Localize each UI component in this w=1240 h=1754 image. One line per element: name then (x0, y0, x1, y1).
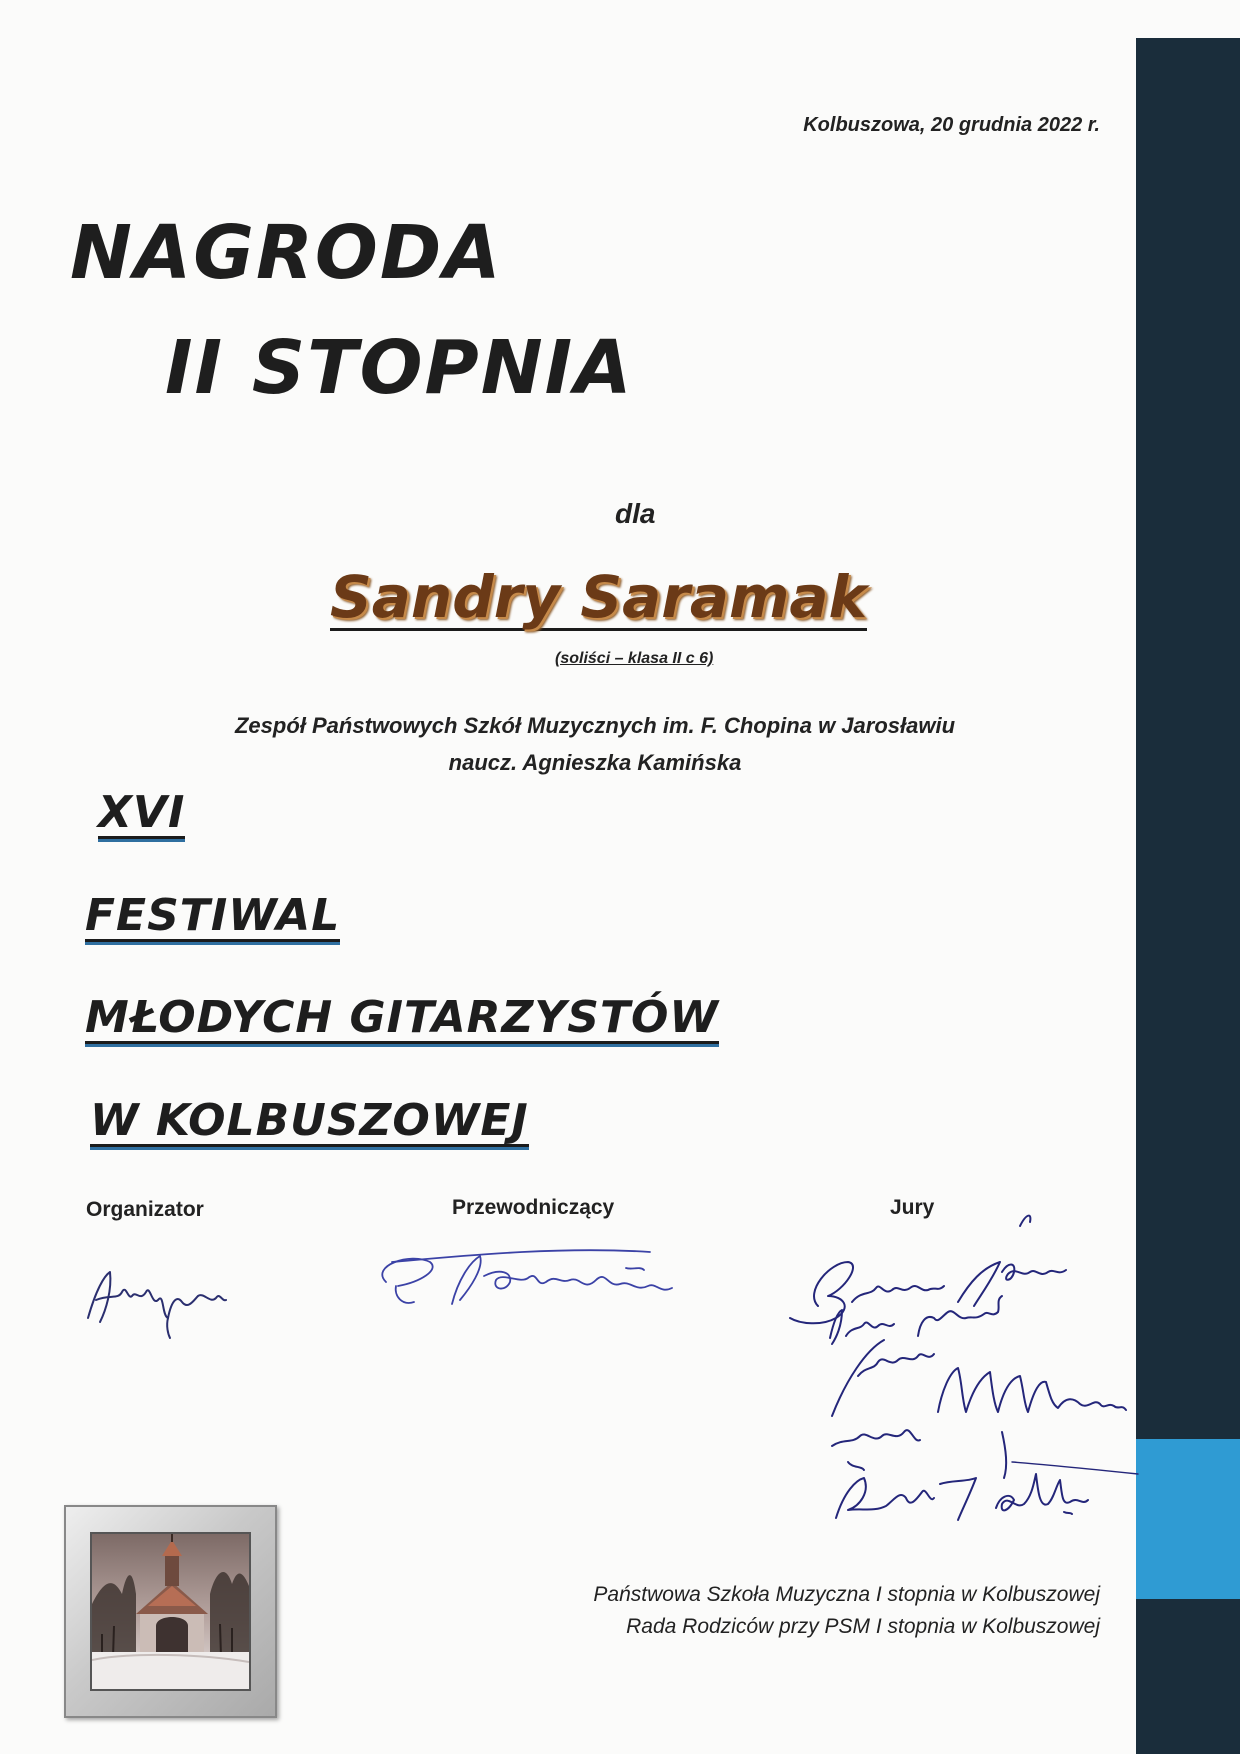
jury-label: Jury (890, 1196, 935, 1219)
for-label: dla (615, 498, 656, 529)
recipient-category: (soliści – klasa II c 6) (555, 650, 714, 667)
chair-label: Przewodniczący (452, 1196, 615, 1219)
school-name: Zespół Państwowych Szkół Muzycznych im. F. Chopina w Jarosławiu (234, 713, 956, 738)
award-title-line1: NAGRODA (70, 210, 503, 296)
chair-signature (382, 1250, 672, 1304)
festival-edition: XVI (98, 787, 186, 838)
jury-signatures (790, 1216, 1138, 1520)
teacher-name: naucz. Agnieszka Kamińska (448, 750, 742, 775)
festival-title-line3: W KOLBUSZOWEJ (90, 1095, 529, 1146)
organizer-signature (88, 1272, 226, 1338)
chapel-photo (92, 1534, 249, 1689)
organizer-label: Organizator (86, 1198, 204, 1221)
recipient-name: Sandry Saramak (330, 563, 868, 631)
award-title-line2: II STOPNIA (165, 325, 634, 411)
footer-school: Państwowa Szkoła Muzyczna I stopnia w Kolbuszowej (593, 1583, 1100, 1606)
festival-title-line2: MŁODYCH GITARZYSTÓW (85, 992, 719, 1043)
chapel-illustration (92, 1534, 249, 1689)
footer-parents-council: Rada Rodziców przy PSM I stopnia w Kolbuszowej (626, 1615, 1100, 1638)
festival-title-line1: FESTIWAL (85, 890, 341, 941)
issue-date: Kolbuszowa, 20 grudnia 2022 r. (803, 114, 1100, 136)
